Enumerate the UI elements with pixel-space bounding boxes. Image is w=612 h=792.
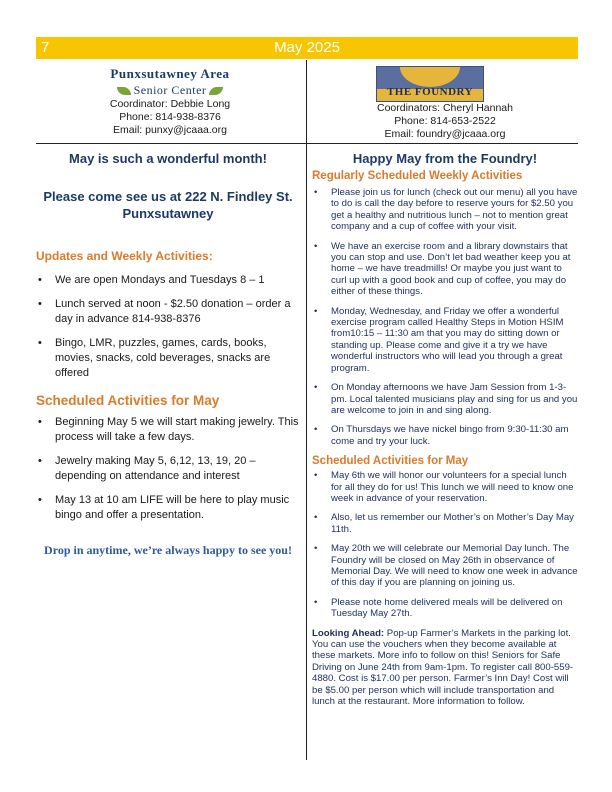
right-contact-block [330, 102, 560, 141]
looking-ahead-text: Pop-up Farmer’s Markets in the parking lot. You can use the vouchers when they become available at these markets. More info to follow on this! Seniors for Safe Driving on June 24th from 9am-1pm. To register call 800-559-4880. Cost is $17.00 per person. Farmer’s Inn Day! Cost will be $5.00 per person which will include transportation and lunch at the restaurant. More information to follow. [312, 627, 574, 708]
looking-ahead [312, 628, 578, 708]
list-item: • On Monday afternoons we have Jam Session from 1-3-pm. Local talented musicians play and sing for us and you are welcome to join in and sing along. [312, 382, 578, 416]
foundry-logo-text: THE FOUNDRY [386, 86, 474, 98]
leaf-icon [209, 87, 223, 95]
left-contact-block [60, 98, 280, 137]
right-scheduled-list [312, 470, 578, 619]
foundry-logo [376, 66, 484, 102]
list-item: • Lunch served at noon - $2.50 donation – order a day in advance 814-938-8376 [36, 297, 300, 327]
tagline: Drop in anytime, we’re always happy to see you! [44, 543, 292, 557]
weekly-heading: Regularly Scheduled Weekly Activities [312, 170, 523, 182]
left-invite: Please come see us at 222 N. Findley St. Punxsutawney [43, 189, 293, 221]
right-column [312, 146, 578, 707]
weekly-list [312, 187, 578, 447]
logo-line-1: Punxsutawney Area [110, 66, 230, 81]
list-item: • We are open Mondays and Tuesdays 8 – 1 [36, 273, 300, 288]
left-scheduled-heading: Scheduled Activities for May [36, 393, 220, 408]
left-coordinator: Coordinator: Debbie Long [109, 98, 231, 110]
logo-line-2: Senior Center [133, 83, 207, 97]
header-divider [36, 143, 578, 144]
right-headline: Happy May from the Foundry! [352, 151, 538, 166]
updates-heading: Updates and Weekly Activities: [36, 249, 213, 263]
list-item: • Please note home delivered meals will be delivered on Tuesday May 27th. [312, 597, 578, 620]
list-item: • Jewelry making May 5, 6,12, 13, 19, 20 – depending on attendance and interest [36, 454, 300, 484]
month-title: May 2025 [274, 39, 340, 56]
right-phone: Phone: 814-653-2522 [394, 115, 496, 127]
list-item: • May 20th we will celebrate our Memorial Day lunch. The Foundry will be closed on May 26th in observance of Memorial Day. We will need to know one week in advance of this day if you are planning on joining us. [312, 543, 578, 589]
column-divider [306, 60, 307, 760]
looking-ahead-label: Looking Ahead: [312, 627, 385, 639]
list-item: • May 6th we will honor our volunteers for a special lunch for all they do for us! This lunch we will need to know one week in advance of your reservation. [312, 470, 578, 504]
list-item: • We have an exercise room and a library downstairs that you can stop and use. Don’t let bad weather keep you at home – we have treadmills! Or maybe you just want to curl up with a good book and cup of coffee, you may do either of these things. [312, 241, 578, 298]
senior-center-logo [60, 66, 280, 98]
page-number: 7 [41, 39, 50, 56]
header-bar [36, 37, 578, 59]
right-scheduled-heading: Scheduled Activities for May [312, 455, 469, 468]
right-email: Email: foundry@jcaaa.org [384, 128, 506, 140]
leaf-icon [117, 87, 131, 95]
list-item: • Bingo, LMR, puzzles, games, cards, books, movies, snacks, cold beverages, snacks are offered [36, 336, 300, 381]
right-coordinator: Coordinators: Cheryl Hannah [377, 102, 513, 114]
list-item: • May 13 at 10 am LIFE will be here to play music bingo and offer a presentation. [36, 493, 300, 523]
left-phone: Phone: 814-938-8376 [119, 111, 221, 123]
list-item: • Also, let us remember our Mother’s on Mother’s Day May 11th. [312, 512, 578, 535]
left-column [36, 146, 300, 558]
sunrise-icon [400, 66, 460, 87]
list-item: • Please join us for lunch (check out our menu) all you have to do is call the day before to reserve yours for $2.50 you get a healthy and nutritious lunch – not to mention great company and a cup of coffee with your visit. [312, 187, 578, 233]
left-headline: May is such a wonderful month! [69, 151, 267, 166]
left-scheduled-list [36, 415, 300, 523]
list-item: • On Thursdays we have nickel bingo from 9:30-11:30 am come and try your luck. [312, 424, 578, 447]
left-email: Email: punxy@jcaaa.org [113, 124, 227, 136]
list-item: • Monday, Wednesday, and Friday we offer a wonderful exercise program called Healthy Steps in Motion HSIM from10:15 – 11:30 am that you may do sitting down or standing up. Please come and give it a try we have wonderful instructors who will lead you through a great program. [312, 306, 578, 374]
updates-list [36, 273, 300, 381]
list-item: • Beginning May 5 we will start making jewelry. This process will take a few days. [36, 415, 300, 445]
